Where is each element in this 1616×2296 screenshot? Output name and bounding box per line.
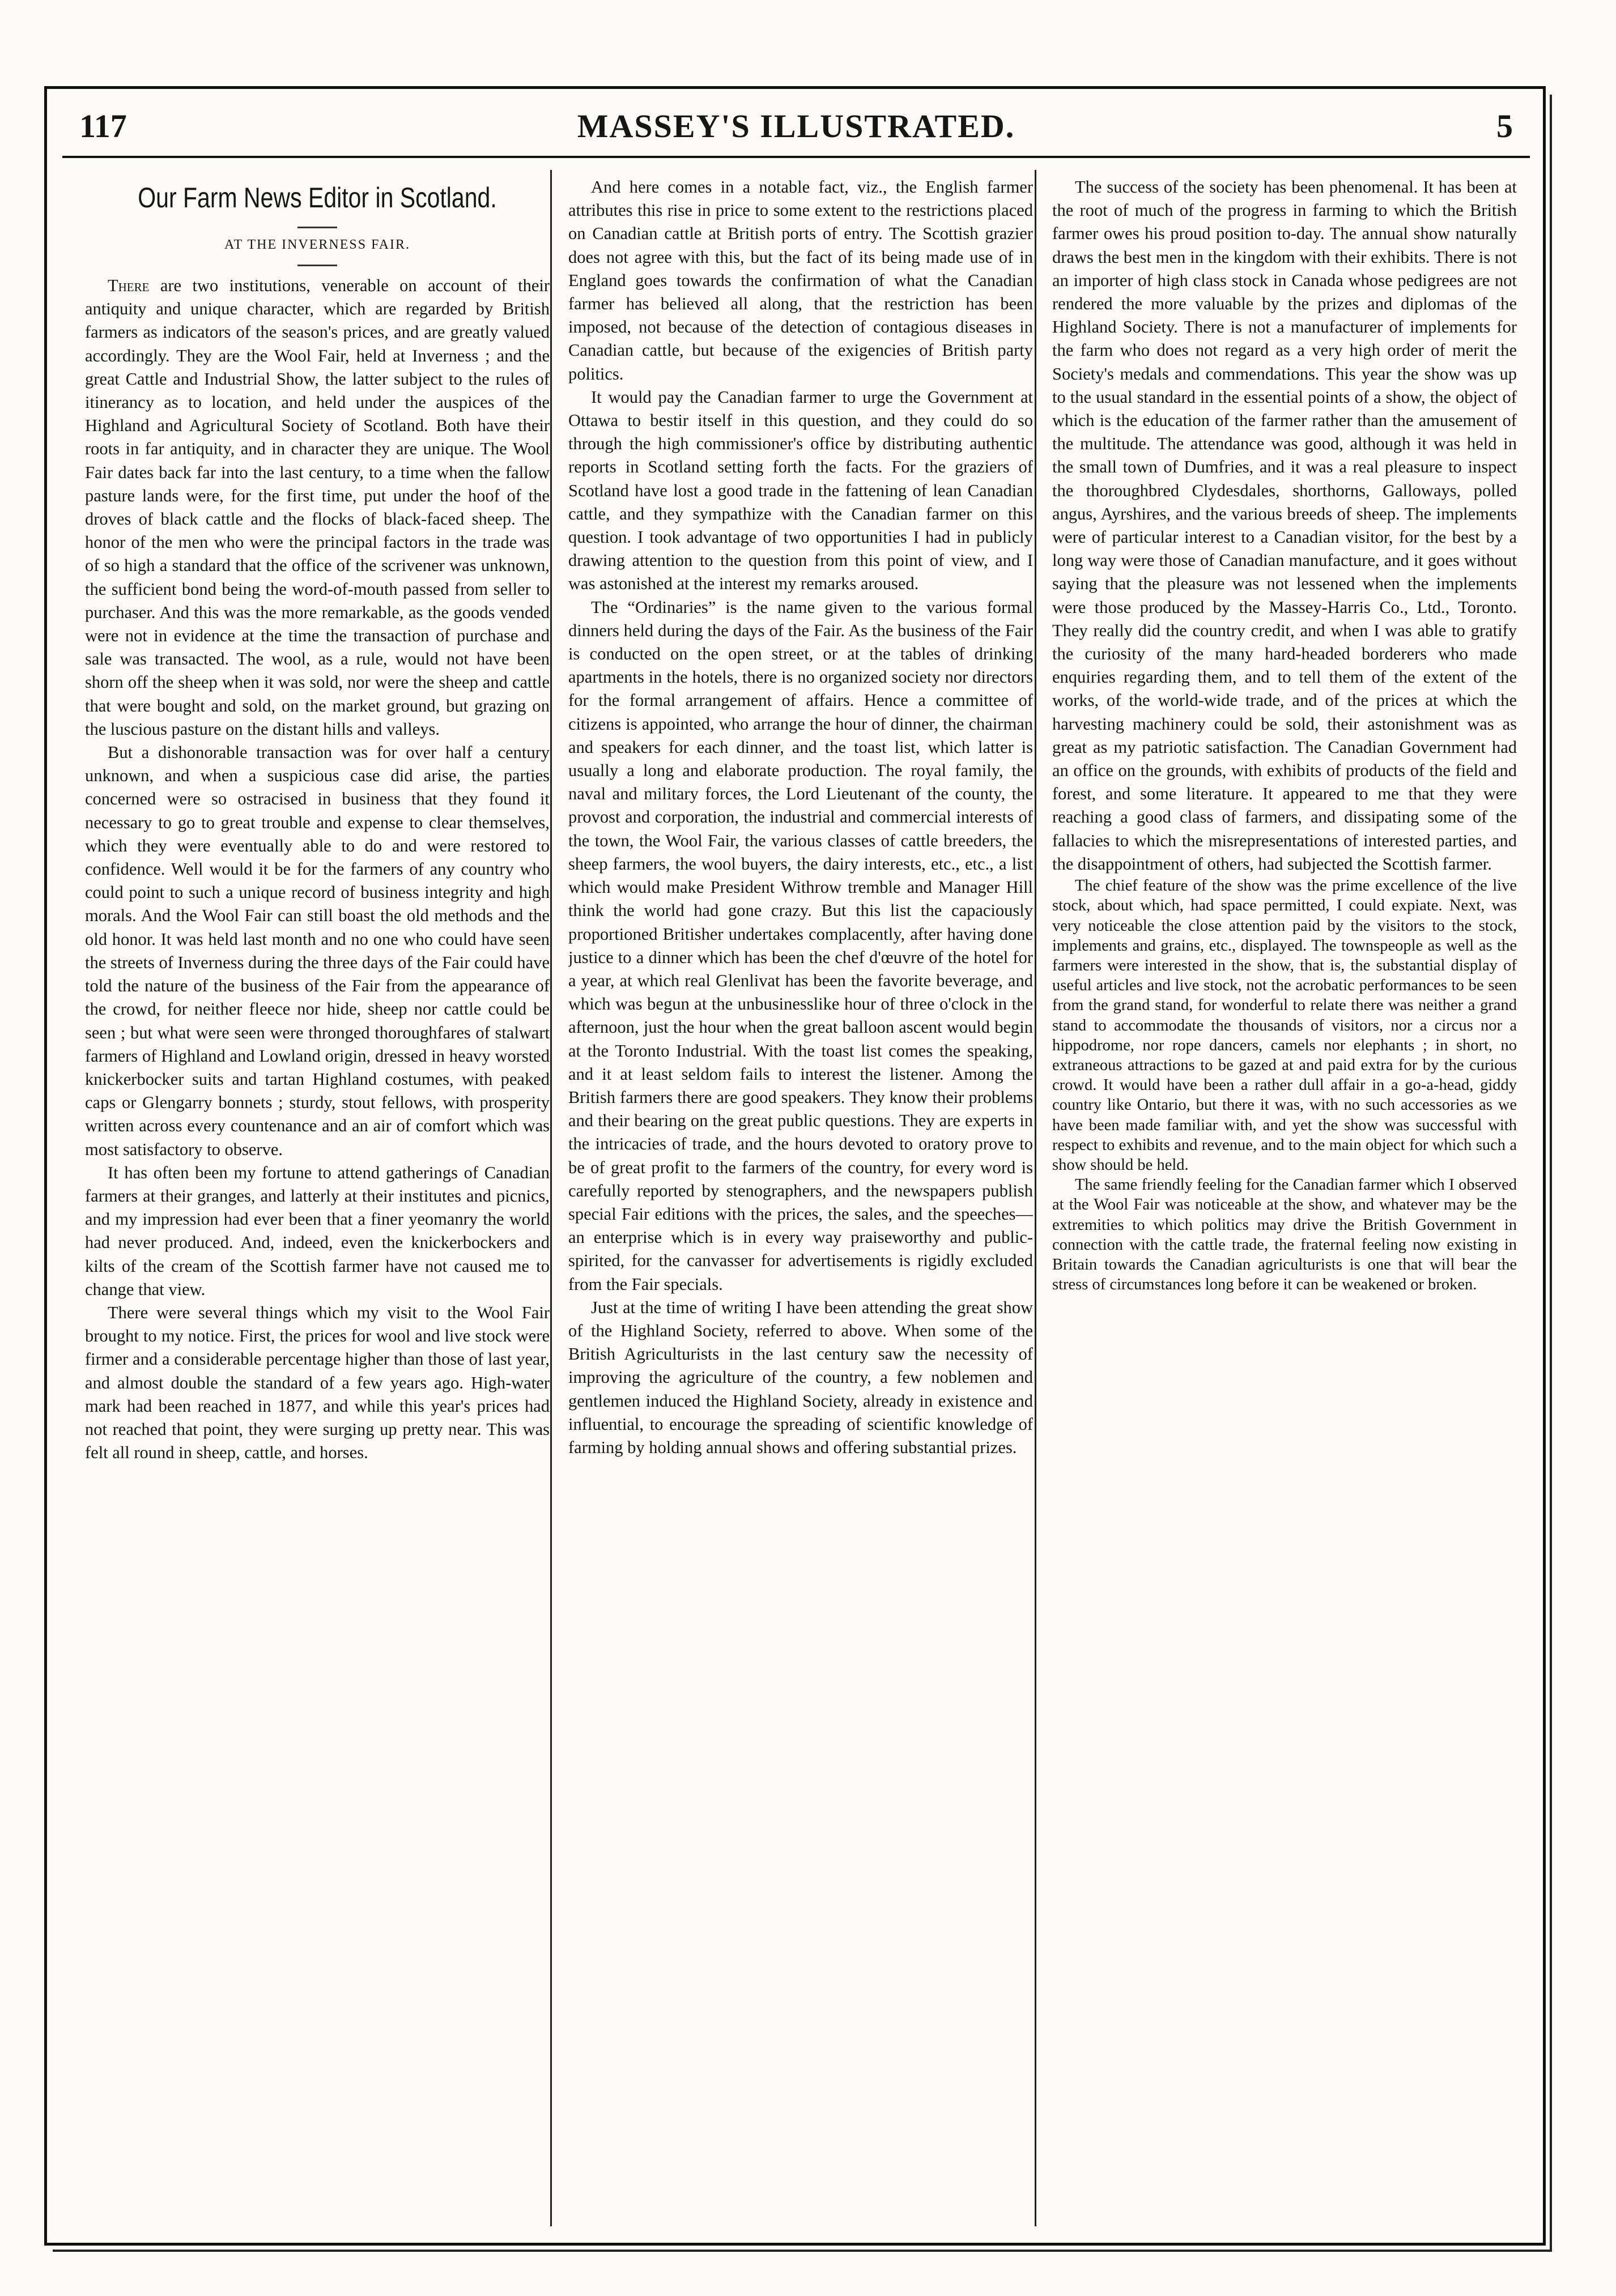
column-2 (568, 176, 1033, 2221)
paragraph-1: There are two institutions, venerable on account of their antiquity and unique character, which are regarded by British farmers as indicators of the season's prices, and are greatly valued accordingly. They are the Wool Fair, held at Inverness ; and the great Cattle and Industrial Show, the latter subject to the rules of itinerancy as to location, and held under the auspices of the Highland and Agricultural Society of Scotland. Both have their roots in far antiquity, and in character they are unique. The Wool Fair dates back far into the last century, to a time when the fallow pasture lands were, for the first time, put under the hoof of the droves of black cattle and the flocks of black-faced sheep. The honor of the men who were the principal factors in the trade was of so high a standard that the office of the scrivener was unknown, the sufficient bond being the word-of-mouth passed from seller to purchaser. And this was the more remarkable, as the goods vended were not in evidence at the time the transaction of purchase and sale was transacted. The wool, as a rule, would not have been shorn off the sheep when it was sold, nor were the sheep and cattle that were bought and sold, on the market ground, but grazing on the luscious pasture on the distant hills and valleys. (85, 276, 550, 739)
paragraph-7: The “Ordinaries” is the name given to the various formal dinners held during the days of the Fair. As the business of the Fair is conducted on the open street, or at the tables of drinking apartments in the hotels, there is no organized society nor directors for the formal arrangement of affairs. Hence a committee of citizens is appointed, who arrange the hour of dinner, the chairman and speakers for each dinner, and the toast list, which latter is usually a long and elaborate production. The royal family, the naval and military forces, the Lord Lieutenant of the county, the provost and corporation, the industrial and commercial interests of the town, the Wool Fair, the various classes of cattle breeders, the sheep farmers, the wool buyers, the dairy interests, etc., etc., a list which would make President Withrow tremble and Manager Hill think the world had gone crazy. But this list the capaciously proportioned Britisher undertakes complacently, after having done justice to a dinner which has been the chef d'œuvre of the hotel for a year, at which real Glenlivat has been the favorite beverage, and which was begun at the unbusinesslike hour of three o'clock in the afternoon, just the hour when the great balloon ascent would begin at the Toronto Industrial. With the toast list comes the speaking, and it at least seldom fails to interest the listener. Among the British farmers there are good speakers. They know their problems and their bearing on the great public questions. They are experts in the intricacies of trade, and the hours devoted to oratory prove to be of great profit to the farmers of the country, for every word is carefully reported by stenographers, and the newspapers publish special Fair editions with the prices, the sales, and the speeches—an enterprise which is in every way praiseworthy and public-spirited, for the canvasser for advertisements is rigidly excluded from the Fair specials. (568, 597, 1033, 1294)
paragraph-3: It has often been my fortune to attend gatherings of Canadian farmers at their granges, and latterly at their institutes and picnics, and my impression had ever been that a finer yeomanry the world had never produced. And, indeed, even the knickerbockers and kilts of the cream of the Scottish farmer have not caused me to change that view. (85, 1162, 550, 1299)
page-number-left: 117 (79, 108, 127, 144)
column-3 (1052, 176, 1517, 2221)
column-rule-1 (550, 170, 552, 2226)
paragraph-9: The success of the society has been phenomenal. It has been at the root of much of the progress in farming to which the British farmer owes his proud position to-day. The annual show naturally draws the best men in the kingdom with their exhibits. There is not an importer of high class stock in Canada whose pedigrees are not rendered the more valuable by the prizes and diplomas of the Highland Society. There is not a manufacturer of implements for the farm who does not regard as a very high order of merit the Society's medals and commendations. This year the show was up to the usual standard in the essential points of a show, the object of which is the education of the farmer rather than the amusement of the multitude. The attendance was good, although it was held in the small town of Dumfries, and it was a real pleasure to inspect the thoroughbred Clydesdales, shorthorns, Galloways, polled angus, Ayrshires, and the various breeds of sheep. The implements were of particular interest to a Canadian visitor, for the best by a long way were those of Canadian manufacture, and it goes without saying that the pleasure was not lessened when the implements were those produced by the Massey-Harris Co., Ltd., Toronto. They really did the country credit, and when I was able to gratify the curiosity of the many hard-headed borderers who made enquiries regarding them, and to tell them of the extent of the works, of the world-wide trade, and of the prices at which the harvesting machinery could be sold, their astonishment was as great as my patriotic satisfaction. The Canadian Government had an office on the grounds, with exhibits of products of the field and forest, and some literature. It appeared to me that they were reaching a good class of farmers, and dissipating some of the fallacies to which the misrepresentations of interested parties, and the disappointment of others, had subjected the Scottish farmer. (1052, 177, 1517, 874)
paragraph-4: There were several things which my visit to the Wool Fair brought to my notice. First, the prices for wool and live stock were firmer and a considerable percentage higher than those of last year, and almost double the standard of a few years ago. High-water mark had been reached in 1877, and while this year's prices had not reached that point, they were surging up pretty near. This was felt all round in sheep, cattle, and horses. (85, 1302, 550, 1463)
article-subheading: AT THE INVERNESS FAIR. (224, 237, 411, 252)
paragraph-11: The same friendly feeling for the Canadian farmer which I observed at the Wool Fair was noticeable at the show, and whatever may be the extremities to which politics may drive the British Government in connection with the cattle trade, the fraternal feeling now existing in Britain towards the Canadian agriculturists is one that will bear the stress of circumstances long before it can be weakened or broken. (1052, 1176, 1517, 1294)
paragraph-2: But a dishonorable transaction was for over half a century unknown, and when a suspicious case did arise, the parties concerned were so ostracised in business that they found it necessary to go to great trouble and expense to clear themselves, which they were eventually able to do and were restored to confidence. Well would it be for the farmers of any country who could point to such a unique record of business integrity and high morals. And the Wool Fair can still boast the old methods and the old honor. It was held last month and no one who could have seen the streets of Inverness during the three days of the Fair could have told the nature of the business of the Fair from the appearance of the crowd, for neither fleece nor hide, sheep nor cattle could be seen ; but what were seen were thronged thoroughfares of stalwart farmers of Highland and Lowland origin, dressed in heavy worsted knickerbocker suits and tartan Highland costumes, with peaked caps or Glengarry bonnets ; sturdy, stout fellows, with prosperity written across every countenance and an air of comfort which was most satisfactory to observe. (85, 743, 550, 1159)
paragraph-5: And here comes in a notable fact, viz., the English farmer attributes this rise in price to some extent to the restrictions placed on Canadian cattle at British ports of entry. The Scottish grazier does not agree with this, but the fact of its being made use of in England goes towards the confirmation of what the Canadian farmer has believed all along, that the restriction has been imposed, not because of the detection of contagious diseases in Canadian cattle, but because of the exigencies of British party politics. (568, 177, 1033, 384)
headline-divider (297, 227, 337, 228)
subheading-divider (297, 265, 337, 266)
column-1 (85, 176, 550, 2221)
lead-word: There (108, 276, 150, 295)
article-headline: Our Farm News Editor in Scotland. (138, 182, 497, 214)
paragraph-8: Just at the time of writing I have been attending the great show of the Highland Society, referred to above. When some of the British Agriculturists in the last century saw the necessity of improving the agriculture of the country, a few noblemen and gentlemen induced the Highland Society, already in existence and influential, to encourage the spreading of scientific knowledge of farming by holding annual shows and offering substantial prizes. (568, 1297, 1033, 1457)
page-header (62, 96, 1530, 158)
paragraph-10: The chief feature of the show was the prime excellence of the live stock, about which, had space permitted, I could expiate. Next, was very noticeable the close attention paid by the visitors to the stock, implements and grains, etc., displayed. The townspeople as well as the farmers were interested in the show, that is, the substantial display of useful articles and live stock, not the acrobatic performances to be seen from the grand stand, for wonderful to relate there was neither a grand stand to accommodate the thousands of visitors, nor a circus nor a hippodrome, nor rope dancers, camels nor elephants ; in short, no extraneous attractions to be gazed at and paid extra for by the curious crowd. It would have been a rather dull affair in a go-a-head, giddy country like Ontario, but there it was, with no such accessories as we have been made familiar with, and yet the show was successful with respect to exhibits and revenue, and to the main object for which such a show should be held. (1052, 877, 1517, 1174)
paragraph-6: It would pay the Canadian farmer to urge the Government at Ottawa to bestir itself in this question, and they could do so through the high commissioner's office by distributing authentic reports in Scotland setting forth the facts. For the graziers of Scotland have lost a good trade in the fattening of lean Canadian cattle, and they sympathize with the Canadian farmer on this question. I took advantage of two opportunities I had in publicly drawing attention to the question from this point of view, and I was astonished at the interest my remarks aroused. (568, 387, 1033, 594)
masthead-title: MASSEY'S ILLUSTRATED. (577, 108, 1015, 144)
page-number-right: 5 (1496, 108, 1513, 144)
column-rule-2 (1035, 170, 1036, 2226)
